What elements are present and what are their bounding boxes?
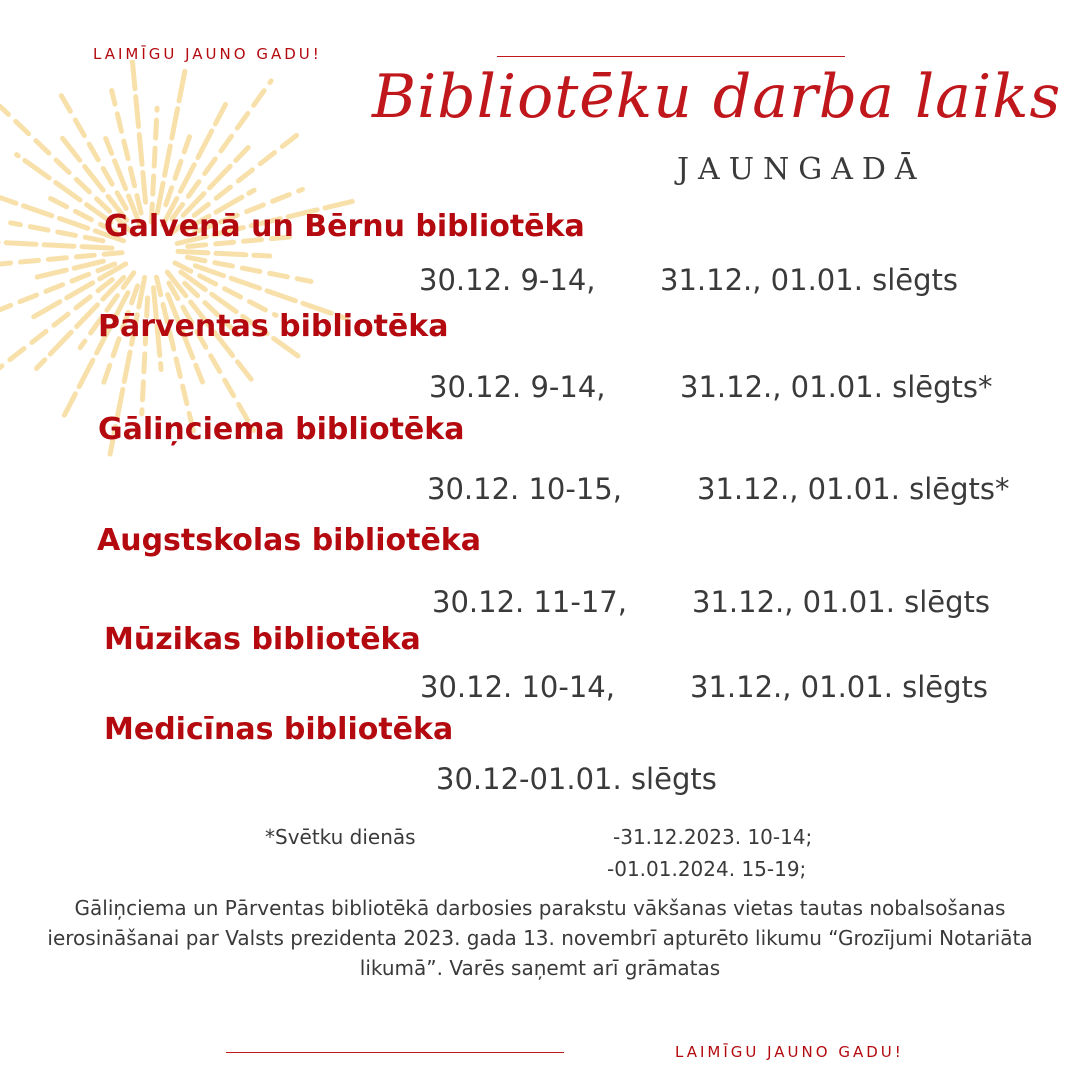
greeting-bottom: LAIMĪGU JAUNO GADU! — [675, 1043, 904, 1061]
library-hours-day1: 30.12. 9-14, — [429, 370, 606, 404]
library-hours-day2: 31.12., 01.01. slēgts — [690, 670, 989, 704]
library-name: Mūzikas bibliotēka — [104, 622, 421, 657]
library-hours-day2: 31.12., 01.01. slēgts* — [697, 472, 1010, 506]
footnote-paragraph: Gāliņciema un Pārventas bibliotēkā darbosies parakstu vākšanas vietas tautas nobalsošanas ierosināšanai par Valsts prezidenta 2023. gada 13. novembrī apturēto likumu “Grozījumi Notariāta likumā”. Varēs saņemt arī grāmatas — [47, 896, 1033, 980]
library-name: Gāliņciema bibliotēka — [98, 412, 465, 447]
library-hours-day2: 31.12., 01.01. slēgts — [692, 585, 991, 619]
footnote-line1: -31.12.2023. 10-14; — [613, 825, 813, 849]
library-name: Pārventas bibliotēka — [98, 309, 449, 344]
library-hours-day1: 30.12. 10-14, — [420, 670, 615, 704]
page-title: Bibliotēku darba laiks — [372, 62, 1062, 132]
library-hours-day1: 30.12. 11-17, — [432, 585, 627, 619]
bottom-divider — [226, 1052, 564, 1053]
library-name: Medicīnas bibliotēka — [104, 712, 454, 747]
library-hours-day2: 31.12., 01.01. slēgts* — [680, 370, 993, 404]
library-hours-day1: 30.12. 10-15, — [427, 472, 622, 506]
library-hours-day2: 31.12., 01.01. slēgts — [660, 263, 959, 297]
top-divider — [497, 56, 845, 57]
page-subtitle: JAUNGADĀ — [677, 152, 926, 187]
library-name: Galvenā un Bērnu bibliotēka — [104, 209, 585, 244]
library-hours-day1: 30.12-01.01. slēgts — [436, 762, 717, 796]
library-hours-day1: 30.12. 9-14, — [419, 263, 596, 297]
footnote-label: *Svētku dienās — [265, 825, 416, 849]
library-name: Augstskolas bibliotēka — [97, 523, 481, 558]
greeting-top: LAIMĪGU JAUNO GADU! — [93, 45, 322, 63]
footnote-line2: -01.01.2024. 15-19; — [607, 857, 807, 881]
